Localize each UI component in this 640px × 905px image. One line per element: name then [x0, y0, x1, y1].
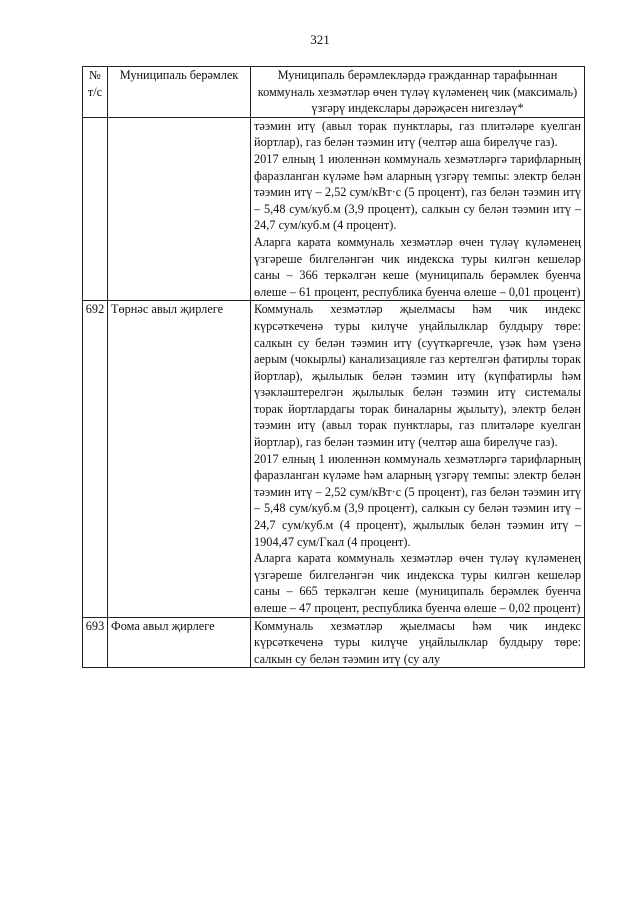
description-paragraph: Коммуналь хезмәтләр җыелмасы һәм чик индекс күрсәткеченә туры килүче уңайлылклар булдыру төре: салкын су белән тәэмин итү (су алу — [254, 618, 581, 666]
header-municipality: Муниципаль берәмлек — [108, 67, 251, 118]
row-description — [251, 117, 585, 301]
description-paragraph: Аларга карата коммуналь хезмәтләр өчен түләү күләменең үзгәреше билгеләнгән чик индекска туры килгән кешеләр саны – 665 теркәлгән кеше (муниципаль берәмлек буенча өлеше – 47 процент, республика буенча өлеше – 0,02 процент) — [254, 551, 581, 615]
table-row — [83, 301, 585, 617]
row-number — [83, 117, 108, 301]
row-municipality: Фома авыл җирлеге — [108, 617, 251, 668]
description-paragraph: 2017 елның 1 июленнән коммуналь хезмәтләргә тарифларның фаразланган күләме һәм аларның үзгәрү темпы: электр белән тәэмин итү – 2,52 сум/кВт·с (5 процент), газ белән тәэмин итү – 5,48 сум/куб.м (3,9 процент), салкын су белән тәэмин итү – 24,7 сум/куб.м (4 процент), җылылык белән тәэмин итү – 1904,47 сум/Гкал (4 процент). — [254, 451, 581, 549]
table-header — [83, 67, 585, 118]
header-description: Муниципаль берәмлекләрдә гражданнар тарафыннан коммуналь хезмәтләр өчен түләү күләменең чик (максималь) үзгәрү индекслары дәрәҗәсен нигезләү* — [251, 67, 585, 118]
description-paragraph: тәэмин итү (авыл торак пунктлары, газ плитәләре куелган йортлар), газ белән тәэмин итү (челтәр аша бирелүче газ). — [254, 118, 581, 150]
header-row — [83, 67, 585, 118]
row-description — [251, 617, 585, 668]
description-paragraph: Коммуналь хезмәтләр җыелмасы һәм чик индекс күрсәткеченә туры килүче уңайлылклар булдыру төре: салкын су белән тәэмин итү (суүткәргечле, үзәк һәм үзенә аерым (чокырлы) канализацияле газ кертелгән фатирлы торак йортлар), җылылык белән тәэмин итү (күпфатирлы һәм үзәкләштерелгән җылылык белән тәэмин итү системалы торак йортлардагы торак биналарны җылыту), электр белән тәэмин итү (авыл торак пунктлары, газ плитәләре куелган йортлар), газ белән тәэмин итү (челтәр аша бирелүче газ). — [254, 302, 581, 450]
description-paragraph: 2017 елның 1 июленнән коммуналь хезмәтләргә тарифларның фаразланган күләме һәм аларның үзгәрү темпы: электр белән тәэмин итү – 2,52 сум/кВт·с (5 процент), газ белән тәэмин итү – 5,48 сум/куб.м (3,9 процент), салкын су белән тәэмин итү – 24,7 сум/куб.м (4 процент). — [254, 151, 581, 233]
header-number: № т/с — [83, 67, 108, 118]
table-row — [83, 617, 585, 668]
row-number: 692 — [83, 301, 108, 617]
row-number: 693 — [83, 617, 108, 668]
description-paragraph: Аларга карата коммуналь хезмәтләр өчен түләү күләменең үзгәреше билгеләнгән чик индекска туры килгән кешеләр саны – 366 теркәлгән кеше (муниципаль берәмлек буенча өлеше – 61 процент, республика буенча өлеше – 0,01 процент) — [254, 234, 581, 299]
row-municipality — [108, 117, 251, 301]
page-number: 321 — [310, 32, 330, 47]
table-body — [83, 117, 585, 668]
row-description — [251, 301, 585, 617]
municipal-index-table — [82, 66, 585, 668]
table-row — [83, 117, 585, 301]
row-municipality: Төрнәс авыл җирлеге — [108, 301, 251, 617]
